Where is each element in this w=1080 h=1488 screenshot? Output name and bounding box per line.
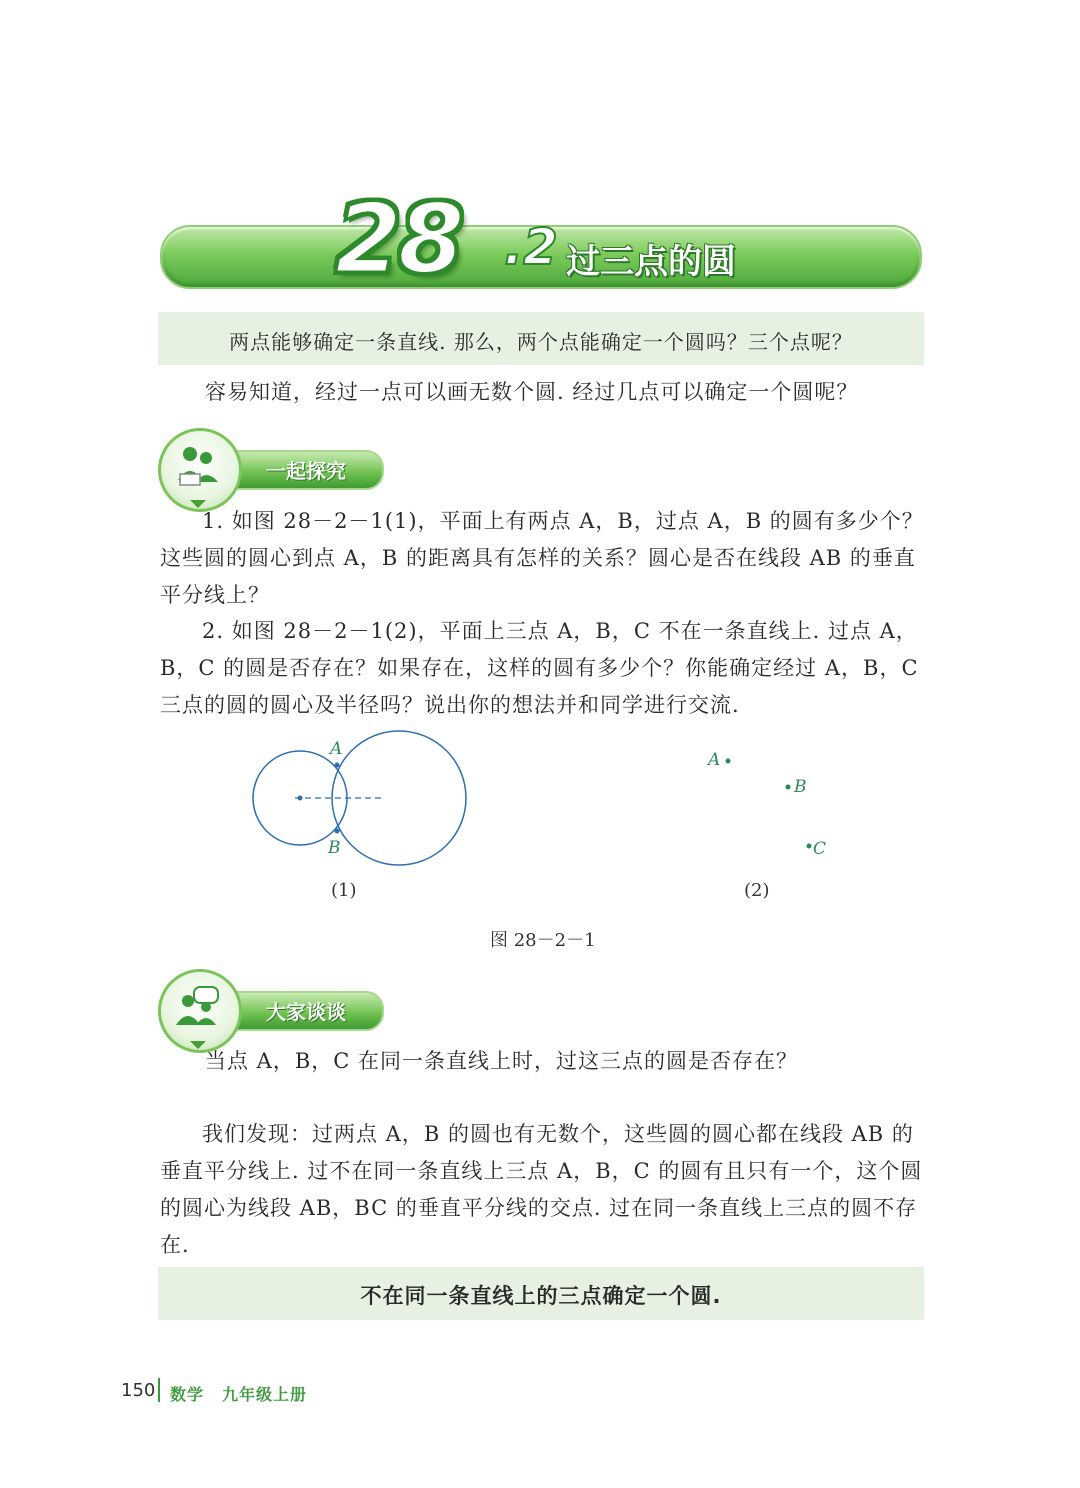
explore-item-1: 1. 如图 28－2－1(1)，平面上有两点 A，B，过点 A，B 的圆有多少个？这些圆的圆心到点 A，B 的距离具有怎样的关系？圆心是否在线段 AB 的垂直平分线上？ — [160, 509, 924, 607]
explore-tag — [158, 438, 382, 498]
point-label-a-left: A — [330, 739, 343, 759]
people-chat-icon — [172, 981, 224, 1033]
intro-box-text: 两点能够确定一条直线. 那么，两个点能确定一个圆吗？三个点呢？ — [229, 330, 853, 354]
figure-drawing — [150, 720, 930, 910]
subfigure-caption-1: (1) — [331, 880, 357, 901]
footer-book: 九年级上册 — [222, 1385, 308, 1404]
point-label-a-right: A — [708, 750, 721, 770]
people-laptop-icon — [172, 440, 224, 492]
explore-item-2: 2. 如图 28－2－1(2)，平面上三点 A，B，C 不在一条直线上. 过点 A，B，C 的圆是否存在？如果存在，这样的圆有多少个？你能确定经过 A，B，C 三点的圆的圆心及半径吗？说出你的想法并和同学进行交流. — [160, 619, 919, 717]
point-label-b-right: B — [794, 777, 807, 797]
conclusion-paragraph: 我们发现：过两点 A，B 的圆也有无数个，这些圆的圆心都在线段 AB 的垂直平分线上. 过不在同一条直线上三点 A，B，C 的圆有且只有一个，这个圆的圆心为线段 AB，BC 的垂直平分线的交点. 过在同一条直线上三点的圆不存在. — [160, 1122, 923, 1257]
section-number: 28 — [335, 183, 461, 295]
discuss-tag-arrow — [190, 1041, 206, 1049]
section-title: 过三点的圆 — [566, 242, 736, 282]
discuss-question: 当点 A，B，C 在同一条直线上时，过这三点的圆是否存在？ — [205, 1049, 799, 1073]
section-subnumber: .2 — [504, 218, 558, 276]
intro-box — [158, 312, 924, 365]
discuss-tag — [158, 979, 382, 1039]
theorem-box — [158, 1267, 924, 1320]
theorem-text: 不在同一条直线上的三点确定一个圆. — [360, 1284, 722, 1308]
figure-caption: 图 28－2－1 — [490, 930, 596, 951]
footer-subject: 数学 — [170, 1385, 205, 1404]
intro-paragraph: 容易知道，经过一点可以画无数个圆. 经过几点可以确定一个圆呢？ — [205, 380, 859, 404]
subfigure-caption-2: (2) — [744, 880, 770, 901]
footer-divider — [158, 1378, 160, 1402]
discuss-tag-label: 大家谈谈 — [266, 1000, 346, 1024]
explore-tag-label: 一起探究 — [266, 459, 346, 483]
point-label-b-left: B — [328, 838, 341, 858]
page-number: 150 — [121, 1380, 156, 1401]
point-label-c-right: C — [813, 839, 827, 859]
figure-28-2-1 — [150, 720, 930, 910]
